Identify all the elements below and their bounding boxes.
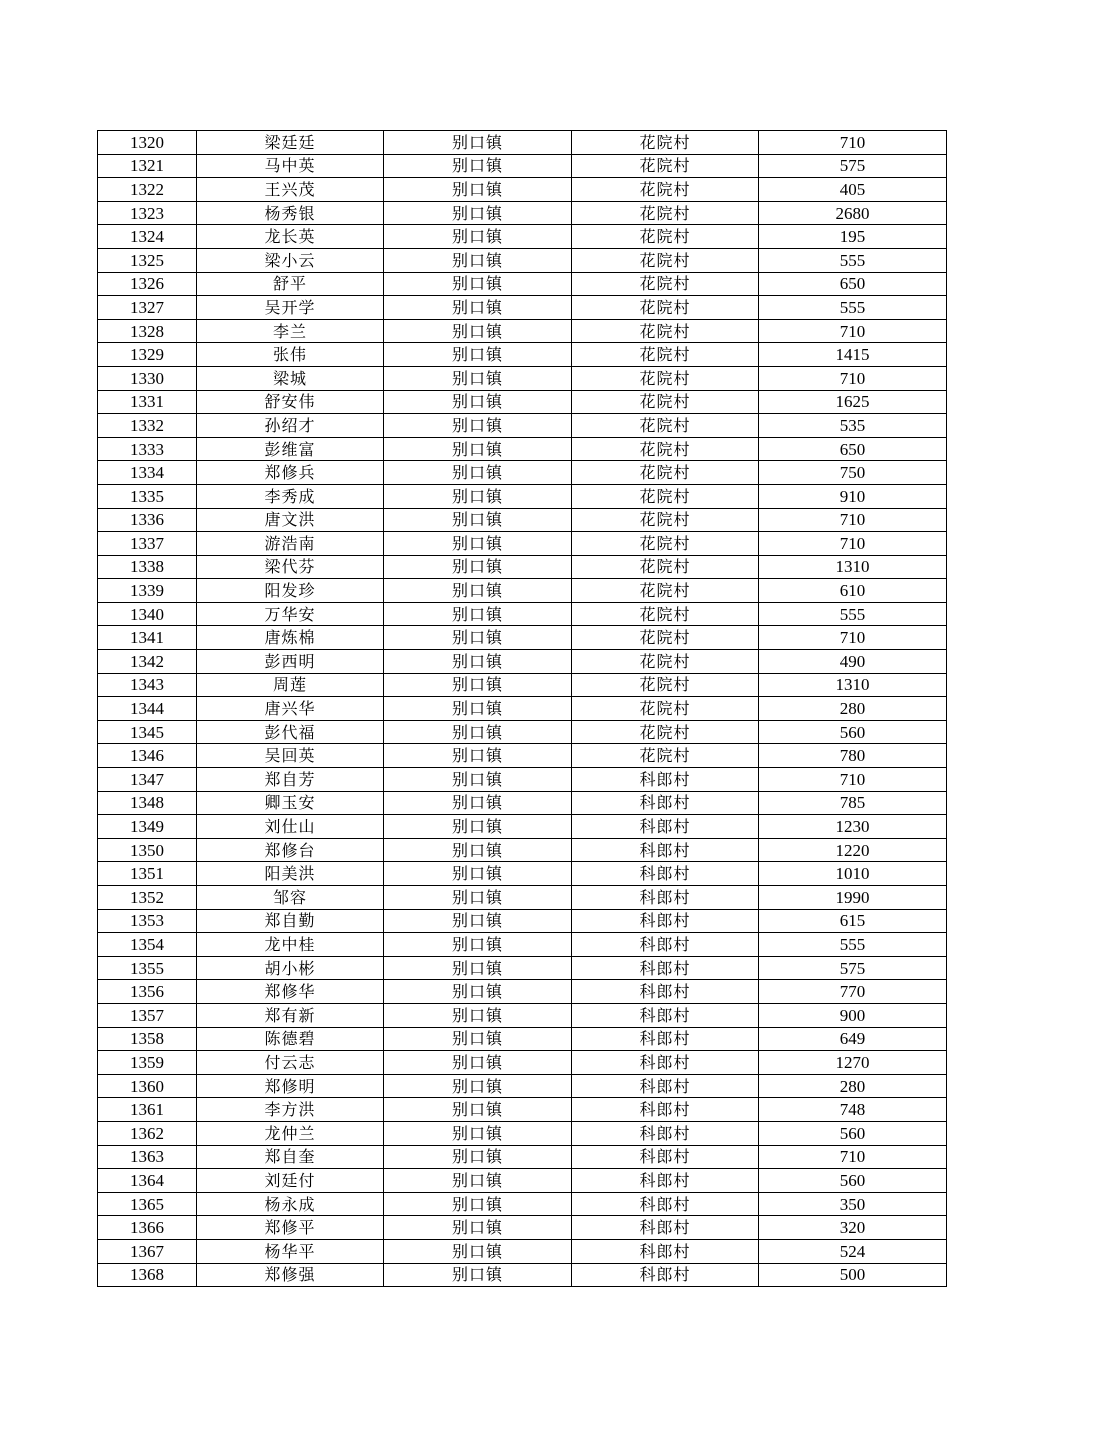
table-row [98,1169,947,1193]
town-cell: 别口镇 [384,1192,572,1216]
name-cell: 舒平 [197,272,384,296]
table-row [98,1239,947,1263]
amount-cell: 280 [759,1074,947,1098]
town-cell: 别口镇 [384,131,572,155]
amount-cell: 710 [759,1145,947,1169]
amount-cell: 575 [759,154,947,178]
amount-cell: 560 [759,1121,947,1145]
town-cell: 别口镇 [384,201,572,225]
village-cell: 科郎村 [572,1051,759,1075]
table-row [98,673,947,697]
name-cell: 唐炼棉 [197,626,384,650]
village-cell: 花院村 [572,650,759,674]
table-row [98,1003,947,1027]
row-number-cell: 1339 [98,579,197,603]
town-cell: 别口镇 [384,1216,572,1240]
name-cell: 张伟 [197,343,384,367]
town-cell: 别口镇 [384,225,572,249]
row-number-cell: 1327 [98,296,197,320]
name-cell: 刘廷付 [197,1169,384,1193]
town-cell: 别口镇 [384,626,572,650]
name-cell: 吴开学 [197,296,384,320]
village-cell: 花院村 [572,461,759,485]
row-number-cell: 1360 [98,1074,197,1098]
row-number-cell: 1334 [98,461,197,485]
row-number-cell: 1338 [98,555,197,579]
village-cell: 科郎村 [572,1192,759,1216]
amount-cell: 280 [759,697,947,721]
table-row [98,390,947,414]
name-cell: 游浩南 [197,532,384,556]
town-cell: 别口镇 [384,602,572,626]
amount-cell: 710 [759,626,947,650]
name-cell: 郑自奎 [197,1145,384,1169]
table-row [98,697,947,721]
row-number-cell: 1335 [98,484,197,508]
amount-cell: 1990 [759,886,947,910]
table-row [98,508,947,532]
amount-cell: 1270 [759,1051,947,1075]
table-row [98,555,947,579]
row-number-cell: 1340 [98,602,197,626]
row-number-cell: 1361 [98,1098,197,1122]
table-row [98,838,947,862]
village-cell: 花院村 [572,437,759,461]
name-cell: 郑自芳 [197,768,384,792]
name-cell: 杨秀银 [197,201,384,225]
row-number-cell: 1346 [98,744,197,768]
name-cell: 彭代福 [197,720,384,744]
table-row [98,272,947,296]
town-cell: 别口镇 [384,296,572,320]
table-row [98,956,947,980]
name-cell: 刘仕山 [197,815,384,839]
village-cell: 科郎村 [572,909,759,933]
town-cell: 别口镇 [384,461,572,485]
amount-cell: 610 [759,579,947,603]
name-cell: 杨永成 [197,1192,384,1216]
row-number-cell: 1354 [98,933,197,957]
town-cell: 别口镇 [384,154,572,178]
town-cell: 别口镇 [384,532,572,556]
table-row [98,1145,947,1169]
row-number-cell: 1342 [98,650,197,674]
row-number-cell: 1337 [98,532,197,556]
town-cell: 别口镇 [384,1239,572,1263]
village-cell: 花院村 [572,225,759,249]
village-cell: 花院村 [572,673,759,697]
table-row [98,1263,947,1287]
village-cell: 科郎村 [572,1003,759,1027]
amount-cell: 555 [759,602,947,626]
town-cell: 别口镇 [384,1003,572,1027]
row-number-cell: 1351 [98,862,197,886]
row-number-cell: 1325 [98,248,197,272]
village-cell: 科郎村 [572,1239,759,1263]
village-cell: 花院村 [572,201,759,225]
name-cell: 胡小彬 [197,956,384,980]
name-cell: 阳发珍 [197,579,384,603]
name-cell: 吴回英 [197,744,384,768]
name-cell: 郑修明 [197,1074,384,1098]
row-number-cell: 1349 [98,815,197,839]
table-row [98,437,947,461]
village-cell: 花院村 [572,272,759,296]
name-cell: 马中英 [197,154,384,178]
amount-cell: 490 [759,650,947,674]
village-cell: 花院村 [572,319,759,343]
table-row [98,225,947,249]
town-cell: 别口镇 [384,319,572,343]
row-number-cell: 1331 [98,390,197,414]
village-cell: 花院村 [572,508,759,532]
town-cell: 别口镇 [384,508,572,532]
village-cell: 花院村 [572,296,759,320]
name-cell: 万华安 [197,602,384,626]
amount-cell: 1010 [759,862,947,886]
name-cell: 梁小云 [197,248,384,272]
town-cell: 别口镇 [384,673,572,697]
table-row [98,319,947,343]
name-cell: 彭西明 [197,650,384,674]
row-number-cell: 1345 [98,720,197,744]
village-cell: 花院村 [572,414,759,438]
amount-cell: 750 [759,461,947,485]
town-cell: 别口镇 [384,1027,572,1051]
village-cell: 科郎村 [572,1169,759,1193]
row-number-cell: 1321 [98,154,197,178]
table-row [98,980,947,1004]
name-cell: 李兰 [197,319,384,343]
name-cell: 郑修台 [197,838,384,862]
town-cell: 别口镇 [384,909,572,933]
table-row [98,366,947,390]
amount-cell: 710 [759,532,947,556]
village-cell: 科郎村 [572,956,759,980]
town-cell: 别口镇 [384,1074,572,1098]
amount-cell: 560 [759,720,947,744]
table-row [98,1051,947,1075]
table-row [98,532,947,556]
town-cell: 别口镇 [384,1098,572,1122]
name-cell: 阳美洪 [197,862,384,886]
row-number-cell: 1341 [98,626,197,650]
village-cell: 科郎村 [572,1074,759,1098]
name-cell: 李秀成 [197,484,384,508]
table-row [98,1121,947,1145]
table-row [98,886,947,910]
table-row [98,791,947,815]
row-number-cell: 1364 [98,1169,197,1193]
village-cell: 花院村 [572,555,759,579]
row-number-cell: 1368 [98,1263,197,1287]
row-number-cell: 1344 [98,697,197,721]
table-row [98,484,947,508]
town-cell: 别口镇 [384,1051,572,1075]
amount-cell: 710 [759,319,947,343]
name-cell: 陈德碧 [197,1027,384,1051]
amount-cell: 1415 [759,343,947,367]
name-cell: 梁廷廷 [197,131,384,155]
village-cell: 花院村 [572,484,759,508]
town-cell: 别口镇 [384,1169,572,1193]
table-row [98,414,947,438]
name-cell: 郑修华 [197,980,384,1004]
row-number-cell: 1352 [98,886,197,910]
village-cell: 花院村 [572,744,759,768]
row-number-cell: 1347 [98,768,197,792]
amount-cell: 910 [759,484,947,508]
town-cell: 别口镇 [384,555,572,579]
town-cell: 别口镇 [384,437,572,461]
amount-cell: 770 [759,980,947,1004]
town-cell: 别口镇 [384,980,572,1004]
town-cell: 别口镇 [384,1121,572,1145]
village-cell: 花院村 [572,720,759,744]
amount-cell: 710 [759,131,947,155]
table-row [98,1192,947,1216]
amount-cell: 575 [759,956,947,980]
village-cell: 科郎村 [572,1145,759,1169]
town-cell: 别口镇 [384,484,572,508]
name-cell: 龙仲兰 [197,1121,384,1145]
amount-cell: 1310 [759,555,947,579]
row-number-cell: 1366 [98,1216,197,1240]
name-cell: 郑修平 [197,1216,384,1240]
row-number-cell: 1363 [98,1145,197,1169]
village-cell: 花院村 [572,626,759,650]
town-cell: 别口镇 [384,862,572,886]
village-cell: 花院村 [572,366,759,390]
row-number-cell: 1324 [98,225,197,249]
row-number-cell: 1358 [98,1027,197,1051]
town-cell: 别口镇 [384,838,572,862]
table-row [98,720,947,744]
row-number-cell: 1329 [98,343,197,367]
name-cell: 郑修兵 [197,461,384,485]
town-cell: 别口镇 [384,815,572,839]
amount-cell: 785 [759,791,947,815]
amount-cell: 780 [759,744,947,768]
table-row [98,131,947,155]
name-cell: 付云志 [197,1051,384,1075]
village-cell: 科郎村 [572,980,759,1004]
table-row [98,1098,947,1122]
village-cell: 花院村 [572,131,759,155]
village-cell: 科郎村 [572,886,759,910]
amount-cell: 748 [759,1098,947,1122]
name-cell: 舒安伟 [197,390,384,414]
name-cell: 龙长英 [197,225,384,249]
row-number-cell: 1330 [98,366,197,390]
village-cell: 科郎村 [572,815,759,839]
name-cell: 王兴茂 [197,178,384,202]
village-cell: 科郎村 [572,1121,759,1145]
name-cell: 李方洪 [197,1098,384,1122]
table-row [98,343,947,367]
village-cell: 花院村 [572,248,759,272]
table-row [98,154,947,178]
amount-cell: 195 [759,225,947,249]
row-number-cell: 1362 [98,1121,197,1145]
table-row [98,1027,947,1051]
amount-cell: 535 [759,414,947,438]
row-number-cell: 1328 [98,319,197,343]
table-row [98,1074,947,1098]
amount-cell: 350 [759,1192,947,1216]
name-cell: 梁代芬 [197,555,384,579]
town-cell: 别口镇 [384,720,572,744]
town-cell: 别口镇 [384,248,572,272]
row-number-cell: 1336 [98,508,197,532]
village-cell: 科郎村 [572,768,759,792]
amount-cell: 555 [759,933,947,957]
row-number-cell: 1356 [98,980,197,1004]
village-cell: 科郎村 [572,838,759,862]
row-number-cell: 1322 [98,178,197,202]
table-row [98,626,947,650]
town-cell: 别口镇 [384,697,572,721]
table-row [98,201,947,225]
amount-cell: 560 [759,1169,947,1193]
table-row [98,1216,947,1240]
town-cell: 别口镇 [384,390,572,414]
town-cell: 别口镇 [384,579,572,603]
town-cell: 别口镇 [384,791,572,815]
village-cell: 花院村 [572,579,759,603]
name-cell: 彭维富 [197,437,384,461]
amount-cell: 710 [759,508,947,532]
name-cell: 卿玉安 [197,791,384,815]
village-cell: 花院村 [572,343,759,367]
row-number-cell: 1365 [98,1192,197,1216]
table-row [98,862,947,886]
amount-cell: 555 [759,296,947,320]
amount-cell: 650 [759,272,947,296]
village-cell: 科郎村 [572,1216,759,1240]
table-body [98,131,947,1287]
table-row [98,296,947,320]
row-number-cell: 1332 [98,414,197,438]
row-number-cell: 1343 [98,673,197,697]
village-cell: 花院村 [572,602,759,626]
row-number-cell: 1359 [98,1051,197,1075]
village-cell: 花院村 [572,154,759,178]
name-cell: 唐兴华 [197,697,384,721]
town-cell: 别口镇 [384,933,572,957]
village-cell: 科郎村 [572,1098,759,1122]
name-cell: 邹容 [197,886,384,910]
amount-cell: 1220 [759,838,947,862]
village-cell: 科郎村 [572,1263,759,1287]
amount-cell: 615 [759,909,947,933]
amount-cell: 2680 [759,201,947,225]
village-cell: 花院村 [572,390,759,414]
amount-cell: 710 [759,768,947,792]
row-number-cell: 1333 [98,437,197,461]
town-cell: 别口镇 [384,414,572,438]
table-row [98,909,947,933]
amount-cell: 500 [759,1263,947,1287]
name-cell: 龙中桂 [197,933,384,957]
row-number-cell: 1350 [98,838,197,862]
town-cell: 别口镇 [384,956,572,980]
row-number-cell: 1357 [98,1003,197,1027]
data-table [97,130,947,1287]
town-cell: 别口镇 [384,768,572,792]
table-row [98,461,947,485]
row-number-cell: 1320 [98,131,197,155]
amount-cell: 524 [759,1239,947,1263]
town-cell: 别口镇 [384,343,572,367]
town-cell: 别口镇 [384,366,572,390]
town-cell: 别口镇 [384,744,572,768]
name-cell: 郑修强 [197,1263,384,1287]
table-row [98,815,947,839]
village-cell: 花院村 [572,532,759,556]
name-cell: 杨华平 [197,1239,384,1263]
town-cell: 别口镇 [384,1263,572,1287]
town-cell: 别口镇 [384,650,572,674]
name-cell: 郑有新 [197,1003,384,1027]
row-number-cell: 1323 [98,201,197,225]
table-row [98,744,947,768]
amount-cell: 650 [759,437,947,461]
row-number-cell: 1326 [98,272,197,296]
row-number-cell: 1348 [98,791,197,815]
amount-cell: 900 [759,1003,947,1027]
town-cell: 别口镇 [384,178,572,202]
name-cell: 孙绍才 [197,414,384,438]
table-row [98,178,947,202]
table-row [98,602,947,626]
row-number-cell: 1353 [98,909,197,933]
town-cell: 别口镇 [384,886,572,910]
village-cell: 花院村 [572,178,759,202]
amount-cell: 710 [759,366,947,390]
table-row [98,933,947,957]
name-cell: 郑自勤 [197,909,384,933]
table-row [98,248,947,272]
name-cell: 周莲 [197,673,384,697]
village-cell: 科郎村 [572,933,759,957]
amount-cell: 405 [759,178,947,202]
village-cell: 花院村 [572,697,759,721]
town-cell: 别口镇 [384,1145,572,1169]
row-number-cell: 1355 [98,956,197,980]
amount-cell: 555 [759,248,947,272]
table-row [98,650,947,674]
village-cell: 科郎村 [572,862,759,886]
amount-cell: 649 [759,1027,947,1051]
amount-cell: 1625 [759,390,947,414]
amount-cell: 1310 [759,673,947,697]
amount-cell: 320 [759,1216,947,1240]
table-row [98,768,947,792]
row-number-cell: 1367 [98,1239,197,1263]
name-cell: 梁城 [197,366,384,390]
town-cell: 别口镇 [384,272,572,296]
name-cell: 唐文洪 [197,508,384,532]
village-cell: 科郎村 [572,791,759,815]
village-cell: 科郎村 [572,1027,759,1051]
table-row [98,579,947,603]
amount-cell: 1230 [759,815,947,839]
